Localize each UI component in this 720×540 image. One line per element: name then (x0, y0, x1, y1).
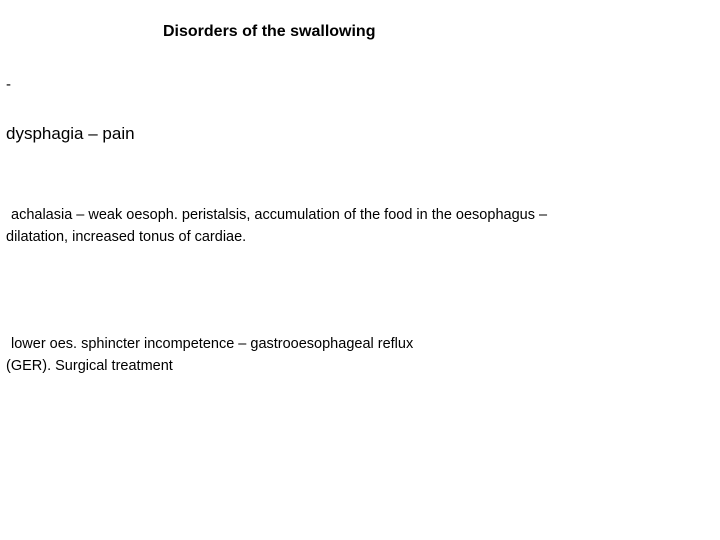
sphincter-line-1: lower oes. sphincter incompetence – gastrooesophageal reflux (11, 336, 414, 352)
bullet-dash: - (6, 76, 11, 93)
dysphagia-line: dysphagia – pain (6, 124, 135, 143)
sphincter-line-2: (GER). Surgical treatment (6, 358, 173, 374)
achalasia-line-1: achalasia – weak oesoph. peristalsis, accumulation of the food in the oesophagus – (11, 207, 548, 223)
achalasia-line-2: dilatation, increased tonus of cardiae. (6, 229, 247, 245)
slide-title: Disorders of the swallowing (163, 23, 376, 40)
achalasia-paragraph (6, 204, 706, 248)
sphincter-paragraph (6, 333, 566, 377)
